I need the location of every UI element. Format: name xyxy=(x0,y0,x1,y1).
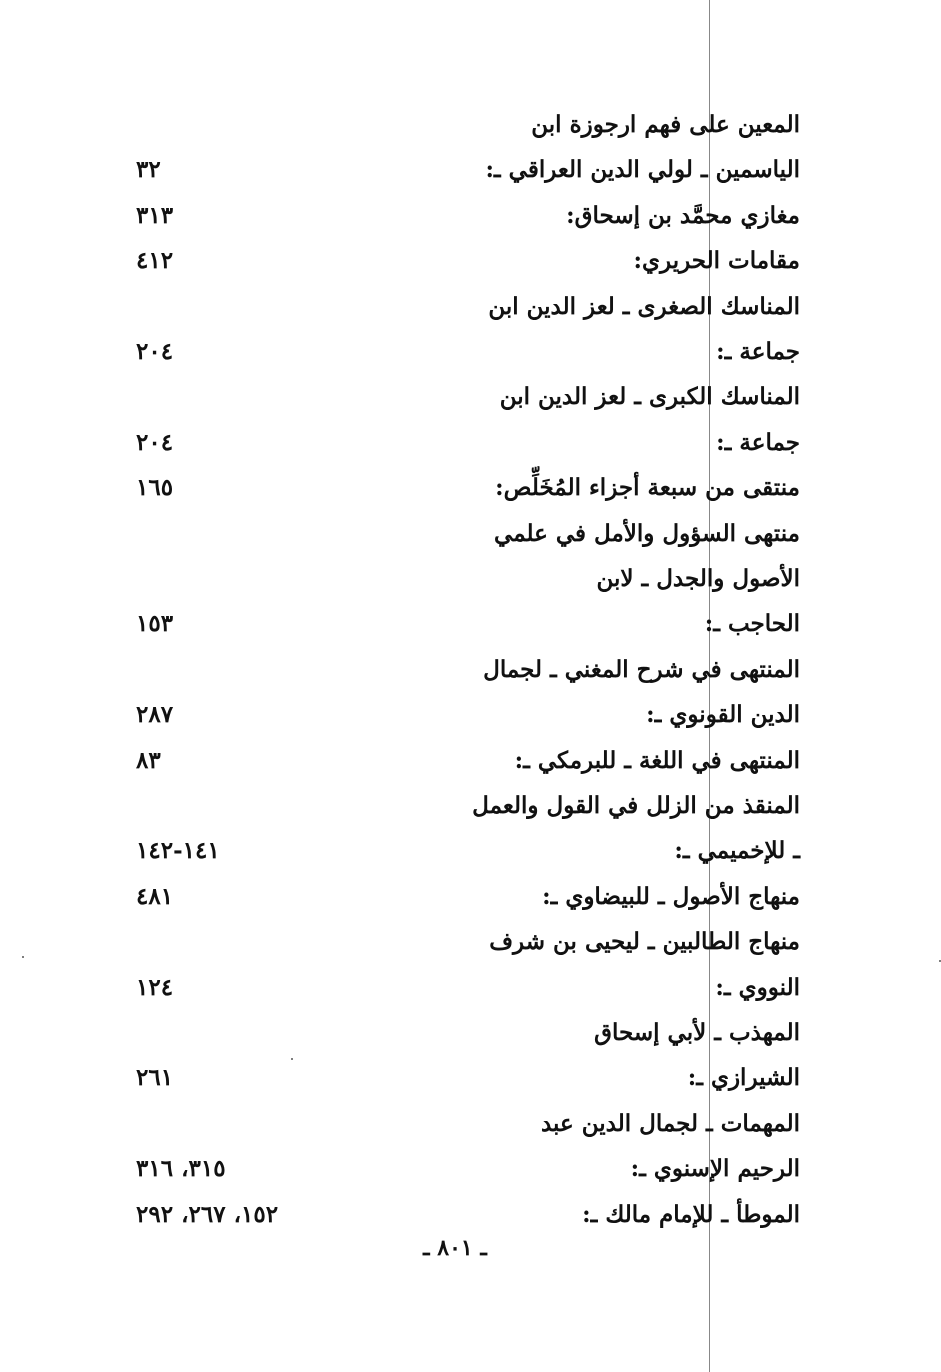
entry-page-ref: ٢٠٤ xyxy=(136,338,174,365)
index-line xyxy=(130,739,800,783)
entry-title: منتقى من سبعة أجزاء المُخَلِّص: xyxy=(495,474,800,502)
entry-title: المنتهى في شرح المغني ـ لجمال xyxy=(483,655,800,683)
entry-page-ref: ٤١٢ xyxy=(136,247,174,275)
index-line xyxy=(130,648,800,692)
entry-page-ref: ١٥٣ xyxy=(136,610,174,638)
index-line xyxy=(130,920,800,964)
entry-title: المناسك الصغرى ـ لعز الدين ابن xyxy=(488,292,800,320)
index-line xyxy=(130,1102,800,1146)
entry-title: ـ للإخميمي ـ: xyxy=(674,837,800,865)
entry-title: مقامات الحريري: xyxy=(633,247,800,275)
entry-title: الأصول والجدل ـ لابن xyxy=(596,565,800,592)
index-line xyxy=(130,466,800,510)
index-line xyxy=(130,1011,800,1055)
entry-page-ref: ٢٠٤ xyxy=(136,428,174,456)
index-line xyxy=(130,966,800,1010)
entry-title: المنقذ من الزلل في القول والعمل xyxy=(472,792,800,819)
entry-title: جماعة ـ: xyxy=(716,338,800,365)
scan-speck xyxy=(22,956,24,958)
index-line xyxy=(130,1193,800,1237)
index-line xyxy=(130,239,800,283)
index-line xyxy=(130,103,800,147)
index-line xyxy=(130,375,800,419)
entry-title: المهمات ـ لجمال الدين عبد xyxy=(540,1109,800,1137)
entry-page-ref: ١٦٥ xyxy=(136,474,174,502)
index-line xyxy=(130,784,800,828)
index-line xyxy=(130,1056,800,1100)
index-line xyxy=(130,557,800,601)
entry-title: المناسك الكبرى ـ لعز الدين ابن xyxy=(499,383,800,411)
entry-title: المعين على فهم ارجوزة ابن xyxy=(531,111,800,138)
entry-page-ref: ٢٨٧ xyxy=(136,701,174,729)
entry-title: النووي ـ: xyxy=(715,973,800,1001)
page-number: ـ ٨٠١ ـ xyxy=(423,1235,487,1261)
entry-page-ref: ٣١٥، ٣١٦ xyxy=(136,1155,226,1183)
index-line xyxy=(130,693,800,737)
entry-title: الياسمين ـ لولي الدين العراقي ـ: xyxy=(485,156,800,184)
entry-title: منهاج الطالبين ـ ليحيى بن شرف xyxy=(489,928,800,956)
index-line xyxy=(130,148,800,192)
entry-title: منتهى السؤول والأمل في علمي xyxy=(494,519,800,547)
scan-speck xyxy=(291,1058,293,1060)
entry-title: الحاجب ـ: xyxy=(704,610,800,638)
entry-page-ref: ١٤١-١٤٢ xyxy=(136,837,220,865)
entry-title: مغازي محمَّد بن إسحاق: xyxy=(566,201,800,229)
index-line xyxy=(130,829,800,873)
entry-page-ref: ٨٣ xyxy=(136,746,161,774)
index-line xyxy=(130,875,800,919)
entry-title: منهاج الأصول ـ للبيضاوي ـ: xyxy=(542,882,800,910)
index-line xyxy=(130,421,800,465)
entry-page-ref: ١٢٤ xyxy=(136,973,174,1001)
index-line xyxy=(130,512,800,556)
entry-title: الشيرازي ـ: xyxy=(687,1064,800,1092)
index-line xyxy=(130,1147,800,1191)
entry-title: الموطأ ـ للإمام مالك ـ: xyxy=(582,1200,800,1228)
entry-page-ref: ٤٨١ xyxy=(136,882,174,910)
index-line xyxy=(130,330,800,374)
entry-title: المنتهى في اللغة ـ للبرمكي ـ: xyxy=(514,746,800,774)
entry-page-ref: ٣١٣ xyxy=(136,201,174,229)
entry-title: الدين القونوي ـ: xyxy=(646,701,800,729)
entry-title: الرحيم الإسنوي ـ: xyxy=(630,1155,800,1183)
entry-page-ref: ٢٦١ xyxy=(136,1064,174,1092)
entry-page-ref: ١٥٢، ٢٦٧، ٢٩٢ xyxy=(136,1200,279,1228)
entry-title: جماعة ـ: xyxy=(716,428,800,456)
entry-title: المهذب ـ لأبي إسحاق xyxy=(594,1019,800,1046)
entry-page-ref: ٣٢ xyxy=(136,156,161,184)
index-line xyxy=(130,194,800,238)
index-line xyxy=(130,602,800,646)
index-line xyxy=(130,285,800,329)
